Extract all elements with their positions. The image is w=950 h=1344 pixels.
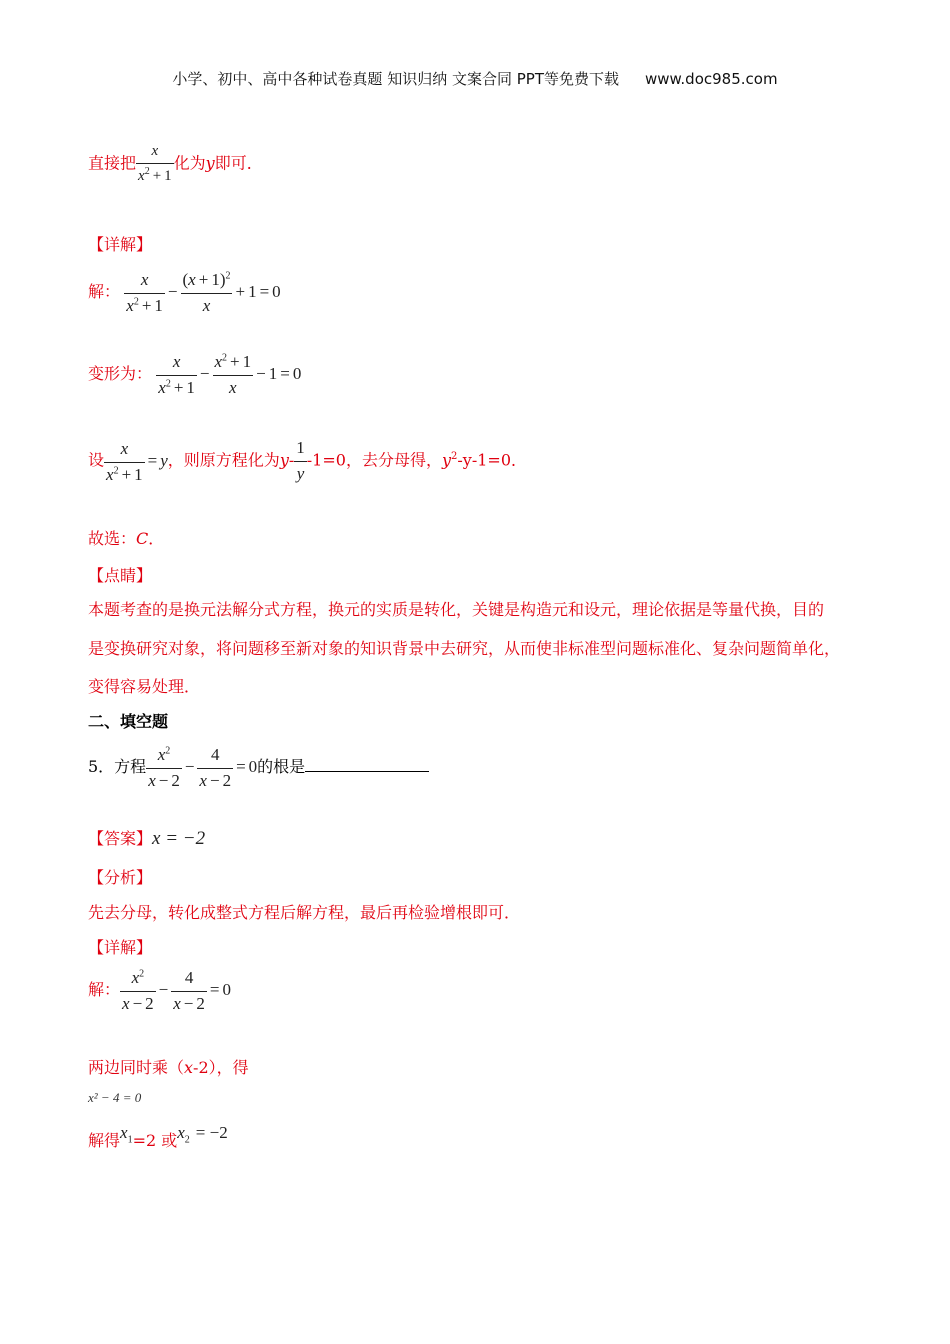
choice-line bbox=[88, 526, 164, 549]
multiply-var: x bbox=[184, 1058, 194, 1077]
analysis-label: 【分析】 bbox=[88, 868, 153, 887]
fraction-x-over-x2plus1: $\frac{x}{x^2 + 1}$ bbox=[138, 143, 172, 184]
detail-label-1: 【详解】 bbox=[88, 235, 153, 254]
substitution-equation: $\frac{x}{x^2 + 1}$ = y bbox=[106, 438, 168, 484]
solve-label-2: 解： bbox=[88, 979, 121, 999]
substitution-label: 设 bbox=[88, 450, 105, 470]
answer-value: x = −2 bbox=[152, 828, 206, 849]
comment-line-2: 是变换研究对象，将问题移至新对象的知识背景中去研究，从而使非标准型问题标准化、复杂问题简单化， bbox=[88, 639, 841, 658]
result-y: y bbox=[441, 450, 451, 470]
substitution-minus: - bbox=[288, 450, 295, 470]
header-site: www.doc985.com bbox=[644, 70, 778, 88]
intro-line bbox=[88, 143, 263, 185]
answer-blank bbox=[305, 757, 429, 772]
transform-line bbox=[88, 352, 301, 398]
intro-suffix: 化为 bbox=[173, 153, 206, 173]
result-x2: = −2 bbox=[195, 1123, 228, 1142]
result-x1: =2 或 bbox=[132, 1131, 178, 1150]
equation-1: $\frac{x}{x^2 + 1}$ − $\frac{(x + 1)^2}{x}$ + 1 = 0 bbox=[126, 270, 281, 315]
fraction-1-over-y: $\frac{1}{y}$ bbox=[296, 438, 305, 483]
substitution-line bbox=[88, 438, 527, 485]
section-title: 二、填空题 bbox=[88, 712, 169, 731]
polynomial-equation: x² − 4 = 0 bbox=[88, 1090, 142, 1105]
result-rest: -y-1=0． bbox=[457, 450, 527, 470]
substitution-y: y bbox=[279, 450, 289, 470]
solve-line-2 bbox=[88, 968, 231, 1014]
question-5-equation: $\frac{x^2}{x - 2}$ − $\frac{4}{x - 2}$ = 0 bbox=[148, 745, 258, 790]
choice-answer: C bbox=[136, 529, 149, 548]
multiply-text1: 两边同时乘（ bbox=[88, 1058, 185, 1077]
answer-label: 【答案】 bbox=[88, 829, 153, 848]
page-header bbox=[0, 68, 950, 89]
multiply-text2: -2），得 bbox=[193, 1058, 249, 1077]
result-line: 解得$x_1=2$ 或$x_2 = -2$ bbox=[88, 1123, 228, 1150]
intro-var: y bbox=[205, 153, 215, 173]
intro-tail: 即可． bbox=[214, 153, 263, 173]
analysis-text: 先去分母，转化成整式方程后解方程，最后再检验增根即可． bbox=[88, 903, 521, 922]
comment-label: 【点睛】 bbox=[88, 566, 153, 585]
solve-label-1: 解： bbox=[88, 281, 121, 301]
choice-dot: ． bbox=[148, 529, 165, 548]
solve-line-1 bbox=[88, 270, 281, 316]
intro-prefix: 直接把 bbox=[88, 153, 137, 173]
answer-line bbox=[88, 826, 205, 850]
equation-2: $\frac{x}{x^2 + 1}$ − $\frac{x^2 + 1}{x}$ − 1 = 0 bbox=[158, 352, 302, 397]
question-5 bbox=[88, 745, 429, 791]
question-5-number: 5．方程 bbox=[88, 756, 147, 776]
comment-line-1: 本题考查的是换元法解分式方程，换元的实质是转化，关键是构造元和设元，理论依据是等量代换，目的 bbox=[88, 600, 825, 619]
result-sup: 2 bbox=[451, 451, 458, 463]
detail-label-2: 【详解】 bbox=[88, 938, 153, 957]
transform-label: 变形为： bbox=[88, 363, 153, 383]
header-text: 小学、初中、高中各种试卷真题 知识归纳 文案合同 PPT等免费下载 bbox=[172, 70, 619, 88]
substitution-text2: -1=0，去分母得， bbox=[306, 450, 442, 470]
choice-label: 故选： bbox=[88, 529, 137, 548]
comment-line-3: 变得容易处理． bbox=[88, 677, 201, 696]
multiply-line bbox=[88, 1055, 249, 1078]
question-5-suffix: 的根是 bbox=[257, 756, 306, 776]
substitution-text1: ，则原方程化为 bbox=[167, 450, 280, 470]
equation-3: $\frac{x^2}{x - 2}$ − $\frac{4}{x - 2}$ = 0 bbox=[122, 968, 231, 1013]
result-label: 解得 bbox=[88, 1131, 121, 1150]
